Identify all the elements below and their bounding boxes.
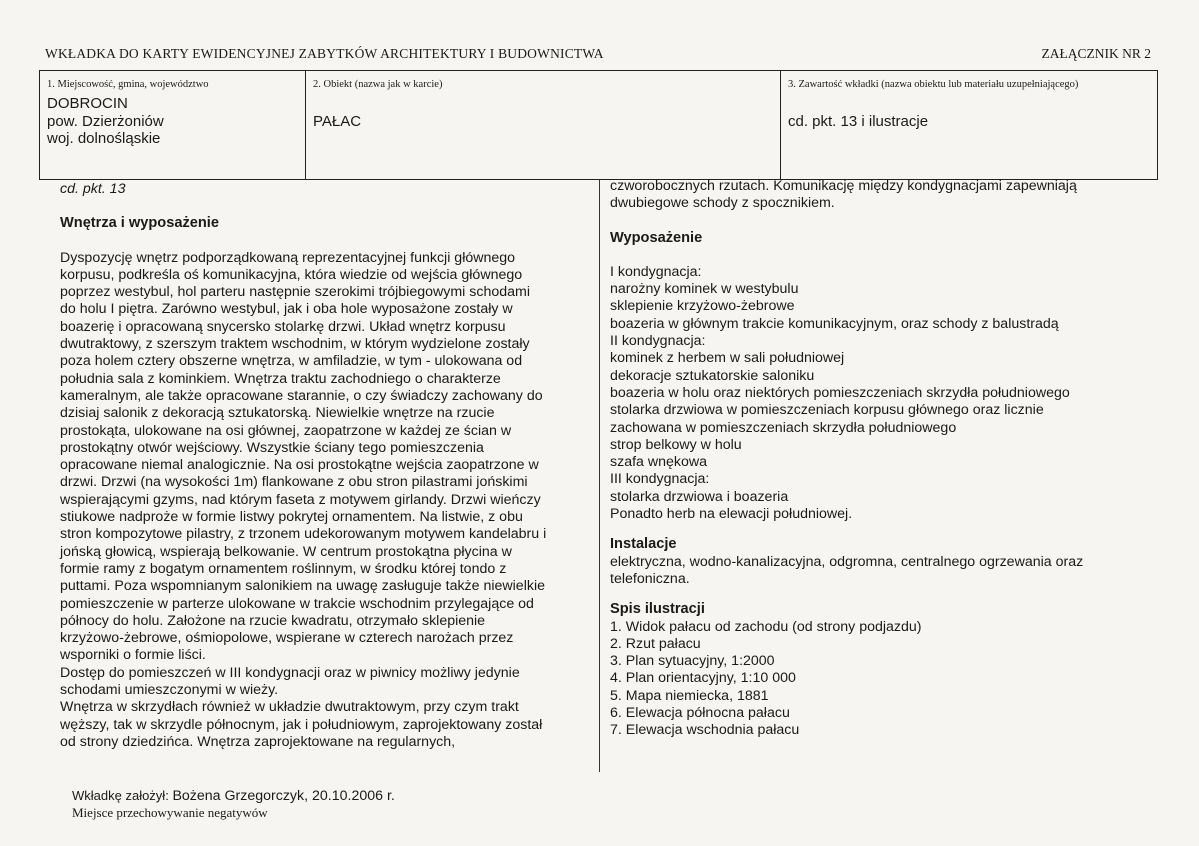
equipment-item: Ponadto herb na elewacji południowej. xyxy=(610,506,853,523)
text-line: wspierającymi gzyms, nad którym faseta z motywem girlandy. Drzwi wieńczy xyxy=(60,491,541,508)
text-line: wsporniki o formie liści. xyxy=(60,647,206,664)
equipment-item: stolarka drzwiowa i boazeria xyxy=(610,488,789,505)
text-line: stron kompozytowe pilastry, z trzonem udekorowanym motywem kandelabru i xyxy=(60,526,547,543)
author-label: Wkładkę założył: xyxy=(72,788,169,803)
contents-cell xyxy=(781,71,1157,179)
illustration-item: 3. Plan sytuacyjny, 1:2000 xyxy=(610,653,775,670)
illustration-item: 4. Plan orientacyjny, 1:10 000 xyxy=(610,670,796,687)
text-line: do holu I piętra. Zarówno westybul, jak i oba hole wyposażone zostały w xyxy=(60,301,513,318)
interiors-text xyxy=(60,250,592,752)
illustration-item: 5. Mapa niemiecka, 1881 xyxy=(610,687,769,704)
equipment-item: II kondygnacja: xyxy=(610,333,706,350)
text-line: północy do holu. Założone na rzucie kwadratu, otrzymało sklepienie xyxy=(60,612,486,629)
equipment-item: I kondygnacja: xyxy=(610,263,702,280)
text-line: dwutraktowy, z szerszym traktem wschodnim, w którym wydzielone zostały xyxy=(60,336,530,353)
object-label: 2. Obiekt (nazwa jak w karcie) xyxy=(313,79,443,90)
equipment-item: narożny kominek w westybulu xyxy=(610,281,799,298)
text-line: korpusu, podkreśla oś komunikacyjna, która wiedzie od wejścia głównego xyxy=(60,266,523,283)
text-line: krzyżowo-żebrowe, ośmiopolowe, wspierane w czterech narożach przez xyxy=(60,630,514,647)
continued-note: cd. pkt. 13 xyxy=(60,181,126,197)
installations-text xyxy=(610,554,1150,589)
equipment-item: stolarka drzwiowa w pomieszczeniach korpusu głównego oraz licznie xyxy=(610,402,1044,419)
annex-number: ZAŁĄCZNIK NR 2 xyxy=(1041,46,1151,61)
locality-cell xyxy=(40,71,306,179)
contents-label: 3. Zawartość wkładki (nazwa obiektu lub materiału uzupełniającego) xyxy=(788,79,1079,90)
illustrations-heading: Spis ilustracji xyxy=(610,601,705,618)
locality-line: pow. Dzierżoniów xyxy=(47,112,164,130)
text-line: Wnętrza w skrzydłach również w układzie dwutraktowym, przy czym trakt xyxy=(60,699,519,716)
text-line: czworobocznych rzutach. Komunikację między kondygnacjami zapewniają xyxy=(610,178,1077,194)
text-line: stiukowe nadproże w formie listwy pokrytej ornamentem. Na listwie, z obu xyxy=(60,509,523,526)
text-line: elektryczna, wodno-kanalizacyjna, odgromna, centralnego ogrzewania oraz xyxy=(610,553,1084,570)
locality-line: woj. dolnośląskie xyxy=(47,130,161,147)
locality-line: DOBROCIN xyxy=(47,95,128,112)
text-line: Dostęp do pomieszczeń w III kondygnacji oraz w piwnicy możliwy jedynie xyxy=(60,664,520,681)
equipment-item: boazeria w holu oraz niektórych pomieszczeniach skrzydła południowego xyxy=(610,384,1070,401)
metadata-table xyxy=(39,70,1158,180)
installations-heading: Instalacje xyxy=(610,536,677,553)
equipment-item: boazeria w głównym trakcie komunikacyjnym, oraz schody z balustradą xyxy=(610,315,1059,332)
text-line: południa sala z kominkiem. Wnętrza traktu zachodniego o charakterze xyxy=(60,370,501,387)
illustration-item: 7. Elewacja wschodnia pałacu xyxy=(610,722,800,739)
locality-label: 1. Miejscowość, gmina, województwo xyxy=(47,79,209,90)
author-line xyxy=(72,788,395,804)
equipment-list xyxy=(610,264,1150,523)
equipment-item: sklepienie krzyżowo-żebrowe xyxy=(610,298,795,315)
text-line: węższy, tak w skrzydle północnym, jak i południowym, zaprojektowany został xyxy=(60,716,543,733)
negatives-storage-label: Miejsce przechowywanie negatywów xyxy=(72,805,268,820)
text-line: boazerię i opracowaną snycersko stolarkę drzwi. Układ wnętrz korpusu xyxy=(60,318,506,335)
interiors-heading: Wnętrza i wyposażenie xyxy=(60,215,219,232)
right-column xyxy=(610,178,1150,740)
text-line: formie ramy z bogatym ornamentem roślinnym, w środku której tondo z xyxy=(60,560,507,577)
text-line: prostokąta, ulokowane na osi głównej, zaopatrzone w każdej ze ścian w xyxy=(60,422,512,439)
text-line: telefoniczna. xyxy=(610,570,690,587)
object-cell xyxy=(306,71,781,179)
text-line: jońską głowicą, wspierają belkowanie. W centrum prostokątna płycina w xyxy=(60,543,512,560)
text-line: schodami umieszczonymi w wieży. xyxy=(60,682,279,699)
text-line: drzwi. Drzwi (na wysokości 1m) flankowane z obu stron pilastrami jońskimi xyxy=(60,474,528,491)
equipment-item: szafa wnękowa xyxy=(610,454,707,471)
text-line: puttami. Poza wspomnianym salonikiem na uwagę zasługuje także niewielkie xyxy=(60,578,545,595)
document-title: WKŁADKA DO KARTY EWIDENCYJNEJ ZABYTKÓW ARCHITEKTURY I BUDOWNICTWA xyxy=(45,46,604,61)
text-line: kameralnym, ale także opracowane starannie, o czy świadczy zachowany do xyxy=(60,387,543,404)
text-line: poza holem cztery obszerne wnętrza, w amfiladzie, w tym - ulokowana od xyxy=(60,353,523,370)
equipment-heading: Wyposażenie xyxy=(610,229,703,246)
author-value: Bożena Grzegorczyk, 20.10.2006 r. xyxy=(172,788,395,804)
text-line: Dyspozycję wnętrz podporządkowaną reprezentacyjnej funkcji głównego xyxy=(60,249,516,266)
left-column xyxy=(60,181,592,751)
locality-value xyxy=(47,95,164,148)
equipment-item: kominek z herbem w sali południowej xyxy=(610,350,845,367)
column-divider xyxy=(599,180,600,772)
text-line: dzisiaj salonik z dekoracją sztukatorską. Niewielkie wnętrze na rzucie xyxy=(60,405,495,422)
equipment-item: III kondygnacja: xyxy=(610,471,710,488)
illustration-item: 6. Elewacja północna pałacu xyxy=(610,705,790,722)
text-line: opracowane niemal analogicznie. Na osi prostokątne wejścia zaopatrzone w xyxy=(60,457,539,474)
equipment-item: dekoracje sztukatorskie saloniku xyxy=(610,367,815,384)
equipment-item: zachowana w pomieszczeniach skrzydła południowego xyxy=(610,419,957,436)
contents-value: cd. pkt. 13 i ilustracje xyxy=(788,113,929,130)
interiors-text-continued xyxy=(610,178,1150,213)
illustration-item: 2. Rzut pałacu xyxy=(610,635,701,652)
object-value: PAŁAC xyxy=(313,113,362,130)
text-line: prostokątny otwór wejściowy. Wszystkie ściany tego pomieszczenia xyxy=(60,439,484,456)
text-line: od strony dziedzińca. Wnętrza zaprojektowane na regularnych, xyxy=(60,733,456,750)
text-line: dwubiegowe schody z spocznikiem. xyxy=(610,195,835,212)
illustration-item: 1. Widok pałacu od zachodu (od strony podjazdu) xyxy=(610,618,922,635)
text-line: pomieszczenie w parterze ulokowane w trakcie wschodnim przylegające od xyxy=(60,595,534,612)
illustrations-list xyxy=(610,619,1150,740)
text-line: poprzez westybul, hol parteru następnie szerokimi trójbiegowymi schodami xyxy=(60,284,530,301)
equipment-item: strop belkowy w holu xyxy=(610,436,742,453)
